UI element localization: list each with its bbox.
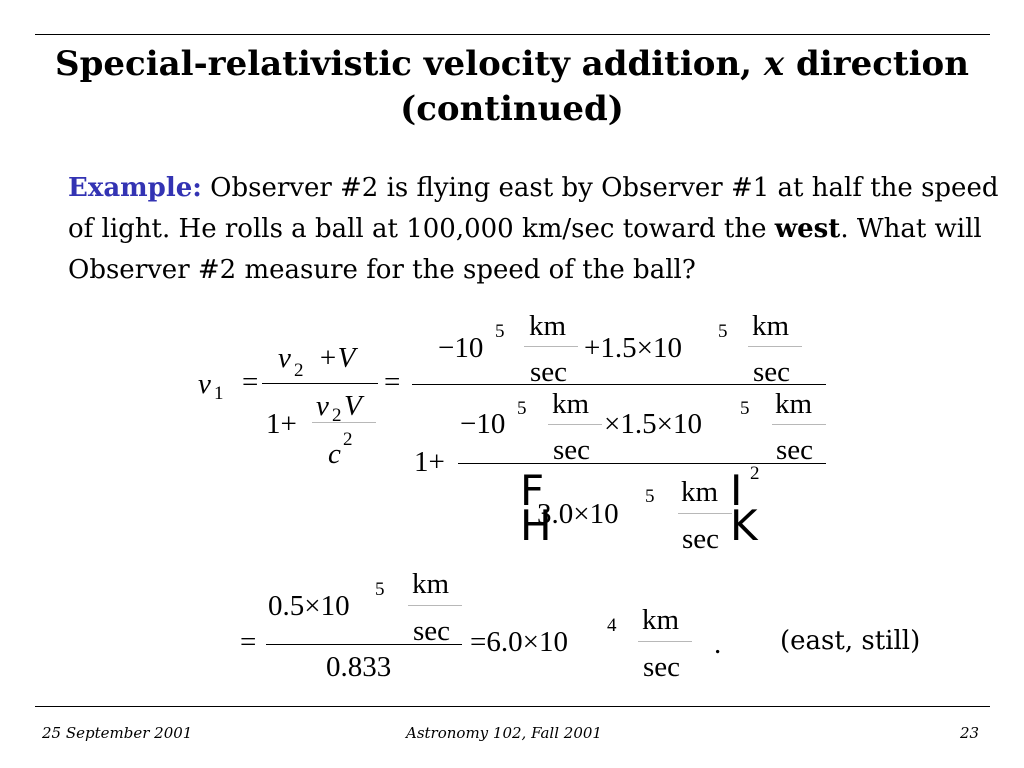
den-times-term: ×1.5×10 bbox=[604, 408, 702, 440]
num-exp5-2: 5 bbox=[718, 321, 728, 342]
result-period: . bbox=[714, 628, 722, 660]
num-km-2: km bbox=[752, 310, 790, 342]
plus-V: +V bbox=[318, 342, 356, 374]
den-sec-1: sec bbox=[553, 434, 591, 466]
fraction-line-symbolic bbox=[262, 383, 378, 384]
fraction-line-vc bbox=[312, 422, 376, 423]
unit-line-1 bbox=[524, 346, 578, 347]
v-symbol: v bbox=[198, 368, 211, 400]
result-sec-1: sec bbox=[413, 615, 451, 647]
bracket-left-top: F bbox=[520, 466, 545, 515]
bracket-left-bottom: H bbox=[520, 501, 552, 550]
num-exp5: 5 bbox=[495, 321, 505, 342]
v2-subscript: 2 bbox=[294, 360, 304, 381]
c-value-term: 3.0×10 bbox=[537, 498, 619, 530]
num-plus-term: +1.5×10 bbox=[584, 332, 682, 364]
slide-title: Special-relativistic velocity addition, x direction (continued) bbox=[55, 44, 969, 129]
result-km-2: km bbox=[642, 604, 680, 636]
fraction-line-main bbox=[412, 384, 826, 385]
equals-sign: = bbox=[242, 366, 259, 398]
result-equals: = bbox=[240, 626, 257, 658]
unit-line-4 bbox=[772, 424, 826, 425]
V-den: V bbox=[344, 390, 362, 422]
result-value: =6.0×10 bbox=[470, 626, 568, 658]
equals-sign-2: = bbox=[384, 366, 401, 398]
v2-sym-den: v bbox=[316, 390, 329, 422]
title-variable: x bbox=[763, 44, 785, 84]
example-paragraph: Example: Observer #2 is flying east by Observer #1 at half the speed of light. He rolls a ball at 100,000 km/sec toward the west. What will Observer #2 measure for the speed of the ball? bbox=[68, 173, 999, 285]
unit-line-3 bbox=[548, 424, 602, 425]
den-km-2: km bbox=[775, 388, 813, 420]
c-km: km bbox=[681, 476, 719, 508]
top-rule bbox=[35, 34, 990, 35]
v2-symbol: v bbox=[278, 342, 291, 374]
c-exp5: 5 bbox=[645, 486, 655, 507]
footer-date: 25 September 2001 bbox=[42, 724, 193, 742]
fraction-line-inner bbox=[458, 463, 826, 464]
unit-line-2 bbox=[748, 346, 802, 347]
result-exp4: 4 bbox=[607, 615, 617, 636]
num-sec-2: sec bbox=[753, 356, 791, 388]
bottom-rule bbox=[35, 706, 990, 707]
den-km-1: km bbox=[552, 388, 590, 420]
unit-line-6 bbox=[408, 605, 462, 606]
v2-sub-den: 2 bbox=[332, 405, 342, 426]
num-sec-1: sec bbox=[530, 356, 568, 388]
result-den: 0.833 bbox=[326, 651, 392, 683]
unit-line-5 bbox=[678, 513, 732, 514]
result-num: 0.5×10 bbox=[268, 590, 350, 622]
result-km-1: km bbox=[412, 568, 450, 600]
v1-subscript: 1 bbox=[214, 383, 224, 404]
c-symbol: c bbox=[328, 438, 341, 470]
fraction-line-result bbox=[266, 644, 462, 645]
bracket-right-bottom: K bbox=[730, 501, 758, 550]
den-sec-2: sec bbox=[776, 434, 814, 466]
c-sec: sec bbox=[682, 523, 720, 555]
den-exp5-2: 5 bbox=[740, 398, 750, 419]
title-line-2: (continued) bbox=[400, 89, 624, 129]
num-neg10: −10 bbox=[438, 332, 484, 364]
bracket-square: 2 bbox=[750, 463, 760, 484]
example-label: Example: bbox=[68, 173, 202, 203]
den-exp5: 5 bbox=[517, 398, 527, 419]
footer-page-number: 23 bbox=[960, 724, 980, 742]
result-num-exp5: 5 bbox=[375, 579, 385, 600]
one-plus: 1+ bbox=[266, 408, 297, 440]
result-sec-2: sec bbox=[643, 651, 681, 683]
num-km-1: km bbox=[529, 310, 567, 342]
den-one-plus: 1+ bbox=[414, 446, 445, 478]
footer-course: Astronomy 102, Fall 2001 bbox=[406, 724, 602, 742]
c-squared: 2 bbox=[343, 429, 353, 450]
den-neg10: −10 bbox=[460, 408, 506, 440]
unit-line-7 bbox=[638, 641, 692, 642]
emphasis-west: west bbox=[774, 214, 841, 244]
result-note: (east, still) bbox=[780, 626, 921, 656]
bracket-right-top: I bbox=[730, 466, 743, 515]
